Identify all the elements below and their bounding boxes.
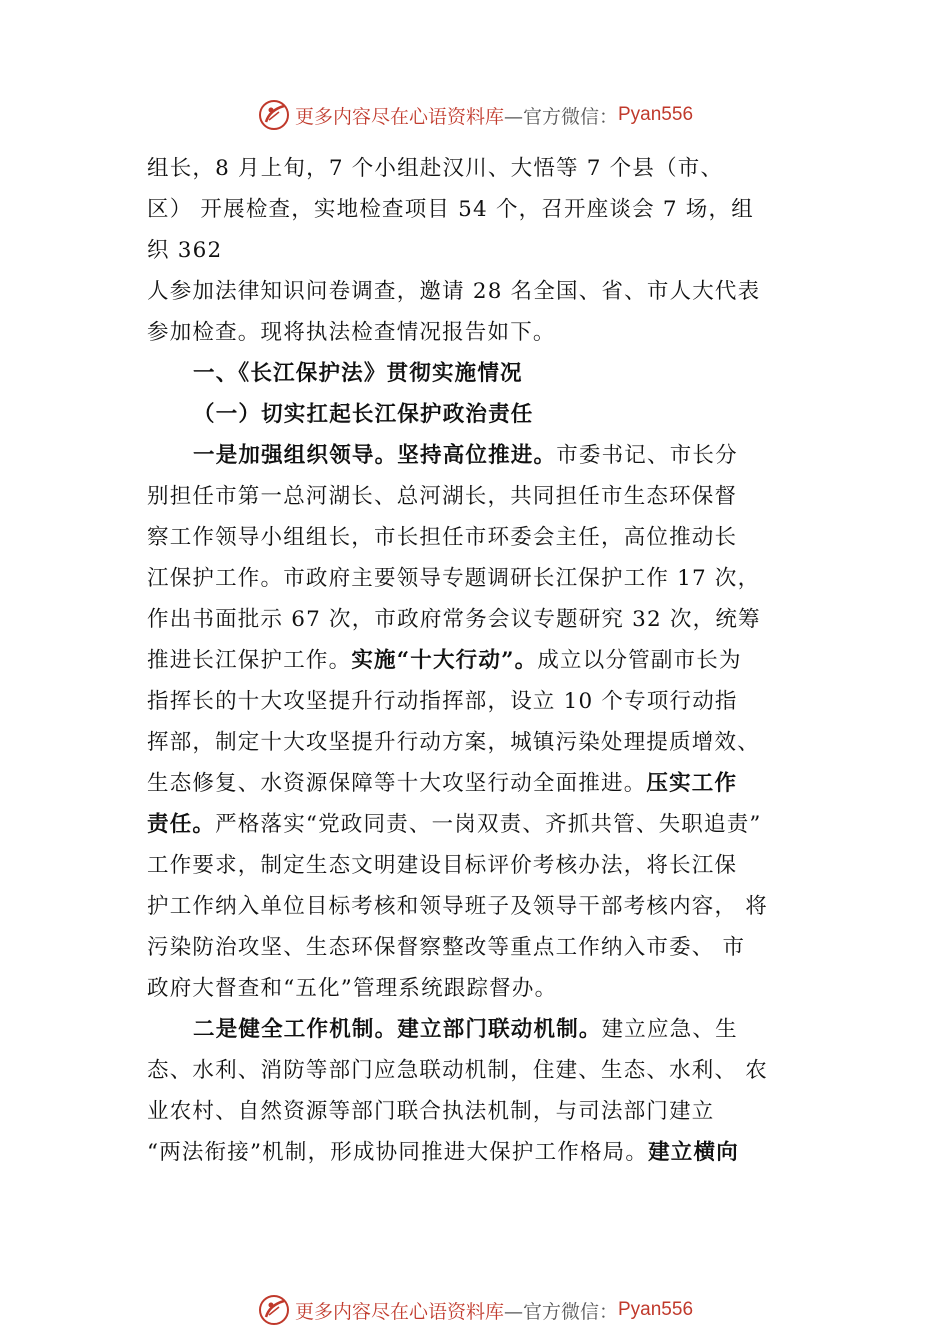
text-run: 别担任市第一总河湖长、总河湖长，共同担任市生态环保督 [147, 484, 738, 509]
text-run: 生态修复、水资源保障等十大攻坚行动全面推进。 [147, 771, 647, 796]
text-run: 区） 开展检查，实地检查项目 54 个，召开座谈会 7 场，组 [147, 197, 754, 222]
text-run: 组长，8 月上旬，7 个小组赴汉川、大悟等 7 个县（市、 [147, 156, 724, 181]
header-watermark-banner [0, 95, 950, 135]
text-line [147, 927, 827, 968]
text-line [147, 394, 827, 435]
bold-text-run: 一、《长江保护法》贯彻实施情况 [193, 361, 523, 386]
text-line [147, 640, 827, 681]
text-line [147, 599, 827, 640]
text-run: 建立应急、生 [601, 1017, 738, 1042]
text-run: 察工作领导小组组长，市长担任市环委会主任，高位推动长 [147, 525, 738, 550]
text-run: 业农村、自然资源等部门联合执法机制，与司法部门建立 [147, 1099, 715, 1124]
text-run: 市委书记、市长分 [556, 443, 738, 468]
text-run: 推进长江保护工作。 [147, 648, 352, 673]
text-line [147, 230, 827, 271]
bold-text-run: （一）切实扛起长江保护政治责任 [193, 402, 534, 427]
footer-watermark-banner [0, 1290, 950, 1330]
banner-wechat-id: Pyan556 [618, 104, 694, 125]
text-line [147, 1009, 827, 1050]
text-run: 护工作纳入单位目标考核和领导班子及领导干部考核内容， 将 [147, 894, 768, 919]
banner-dash-text: —官方微信： [503, 105, 618, 128]
brand-logo-icon [257, 98, 291, 132]
text-line [147, 148, 827, 189]
bold-text-run: 实施“十大行动”。 [351, 648, 538, 673]
text-run: “两法衔接”机制，形成协同推进大保护工作格局。 [147, 1140, 649, 1165]
bold-text-run: 二是健全工作机制。建立部门联动机制。 [193, 1017, 602, 1042]
text-line [147, 845, 827, 886]
text-line [147, 763, 827, 804]
text-line [147, 968, 827, 1009]
text-line [147, 558, 827, 599]
text-run: 成立以分管副市长为 [537, 648, 742, 673]
document-body [147, 148, 827, 1173]
text-run: 人参加法律知识问卷调查，邀请 28 名全国、省、市人大代表 [147, 279, 761, 304]
text-line [147, 886, 827, 927]
text-run: 作出书面批示 67 次，市政府常务会议专题研究 32 次，统筹 [147, 607, 761, 632]
text-line [147, 722, 827, 763]
text-line [147, 312, 827, 353]
text-line [147, 1132, 827, 1173]
text-line [147, 435, 827, 476]
text-line [147, 189, 827, 230]
text-run: 政府大督查和“五化”管理系统跟踪督办。 [147, 976, 558, 1001]
text-run: 江保护工作。市政府主要领导专题调研长江保护工作 17 次， [147, 566, 761, 591]
banner-brand-text: 更多内容尽在心语资料库 [294, 1300, 504, 1323]
banner-dash-text: —官方微信： [503, 1300, 618, 1323]
text-run: 参加检查。现将执法检查情况报告如下。 [147, 320, 556, 345]
text-run: 态、水利、消防等部门应急联动机制，住建、生态、水利、 农 [147, 1058, 768, 1083]
text-line [147, 517, 827, 558]
text-line [147, 1050, 827, 1091]
text-line [147, 271, 827, 312]
text-line [147, 1091, 827, 1132]
bold-text-run: 建立横向 [648, 1140, 739, 1165]
text-run: 挥部，制定十大攻坚提升行动方案，城镇污染处理提质增效、 [147, 730, 760, 755]
text-line [147, 681, 827, 722]
text-run: 工作要求，制定生态文明建设目标评价考核办法，将长江保 [147, 853, 738, 878]
text-line [147, 804, 827, 845]
banner-brand-text: 更多内容尽在心语资料库 [294, 105, 504, 128]
bold-text-run: 责任。 [147, 812, 216, 837]
text-run: 污染防治攻坚、生态环保督察整改等重点工作纳入市委、 市 [147, 935, 746, 960]
banner-wechat-id: Pyan556 [618, 1299, 694, 1320]
bold-text-run: 压实工作 [646, 771, 738, 796]
text-run: 织 362 [147, 238, 223, 263]
bold-text-run: 一是加强组织领导。坚持高位推进。 [193, 443, 557, 468]
text-run: 严格落实“党政同责、一岗双责、齐抓共管、失职追责” [215, 812, 762, 837]
text-line [147, 476, 827, 517]
text-run: 指挥长的十大攻坚提升行动指挥部，设立 10 个专项行动指 [147, 689, 738, 714]
brand-logo-icon [257, 1293, 291, 1327]
text-line [147, 353, 827, 394]
